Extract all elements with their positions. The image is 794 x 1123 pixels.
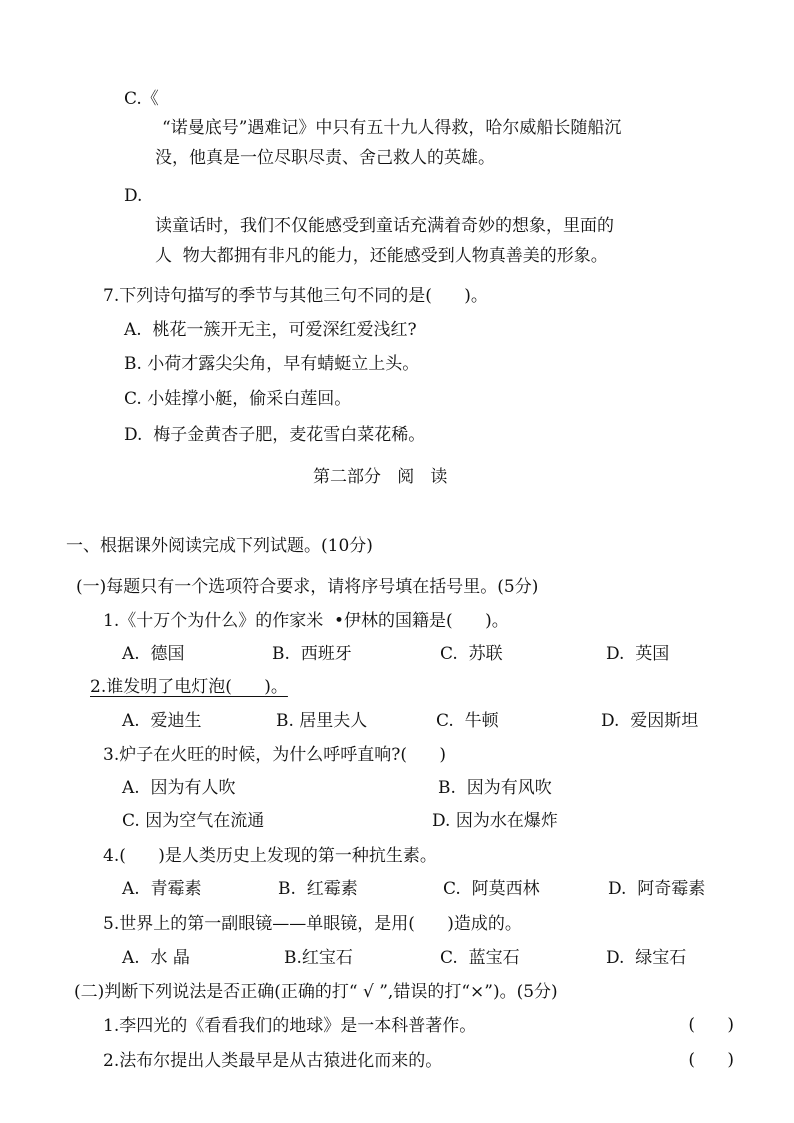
question-7-option-a: A. 桃花一簇开无主，可爱深红爱浅红? [124,320,417,340]
part-two-heading: 第二部分 阅 读 [313,467,448,487]
mc-question-3-stem: 3.炉子在火旺的时候，为什么呼呼直响?( ) [103,745,447,765]
judgement-1-answer-blank[interactable]: ( ) [688,1015,734,1035]
mc-question-2-option-d: D. 爱因斯坦 [601,711,699,731]
mc-question-1-option-a: A. 德国 [122,644,185,664]
subsection-one-title: (一)每题只有一个选项符合要求，请将序号填在括号里。(5分) [76,577,539,597]
option-d-text-line1: 读童话时，我们不仅能感受到童话充满着奇妙的想象，里面的 [155,216,614,236]
mc-question-3-option-b: B. 因为有风吹 [438,778,552,798]
mc-question-2-stem: 2.谁发明了电灯泡( )。 [90,677,288,697]
mc-question-1-option-c: C. 苏联 [440,644,503,664]
mc-question-3-option-a: A. 因为有人吹 [122,778,236,798]
mc-question-3-option-c: C. 因为空气在流通 [122,811,265,831]
mc-question-4-option-c: C. 阿莫西林 [443,879,540,899]
judgement-2-stem: 2.法布尔提出人类最早是从古猿进化而来的。 [103,1051,443,1071]
question-7-option-c: C. 小娃撑小艇，偷采白莲回。 [124,389,352,409]
question-7-stem: 7.下列诗句描写的季节与其他三句不同的是( )。 [103,286,488,306]
option-c-text-line1: “诺曼底号”遇难记》中只有五十九人得救，哈尔威船长随船沉 [162,118,622,138]
mc-question-2-option-c: C. 牛顿 [436,711,499,731]
mc-question-1-option-d: D. 英国 [606,644,670,664]
mc-question-1-stem: 1.《十万个为什么》的作家米 •伊林的国籍是( )。 [103,611,509,631]
mc-question-5-option-d: D. 绿宝石 [606,948,687,968]
section-one-title: 一、根据课外阅读完成下列试题。(10分) [66,536,373,556]
mc-question-5-stem: 5.世界上的第一副眼镜——单眼镜，是用( )造成的。 [103,914,522,934]
option-c-label: C.《 [124,89,159,109]
subsection-two-title: (二)判断下列说法是否正确(正确的打“ √ ”,错误的打“×”)。(5分) [74,982,558,1002]
mc-question-1-option-b: B. 西班牙 [272,644,352,664]
question-7-option-d: D. 梅子金黄杏子肥，麦花雪白菜花稀。 [124,425,426,445]
mc-question-4-option-a: A. 青霉素 [122,879,202,899]
mc-question-3-option-d: D. 因为水在爆炸 [432,811,558,831]
question-7-option-b: B. 小荷才露尖尖角，早有蜻蜓立上头。 [124,354,420,374]
mc-question-5-option-b: B.红宝石 [284,948,353,968]
mc-question-4-option-d: D. 阿奇霉素 [608,879,706,899]
option-d-text-line2: 人 物大都拥有非凡的能力，还能感受到人物真善美的形象。 [155,246,608,266]
option-c-text-line2: 没，他真是一位尽职尽责、舍己救人的英雄。 [155,148,495,168]
judgement-1-stem: 1.李四光的《看看我们的地球》是一本科普著作。 [103,1016,477,1036]
mc-question-5-option-c: C. 蓝宝石 [440,948,520,968]
judgement-2-answer-blank[interactable]: ( ) [688,1050,734,1070]
mc-question-2-option-b: B. 居里夫人 [276,711,368,731]
mc-question-2-option-a: A. 爱迪生 [122,711,202,731]
mc-question-4-option-b: B. 红霉素 [278,879,358,899]
option-d-label: D. [124,186,143,206]
mc-question-4-stem: 4.( )是人类历史上发现的第一种抗生素。 [103,846,437,866]
mc-question-5-option-a: A. 水 晶 [122,948,190,968]
